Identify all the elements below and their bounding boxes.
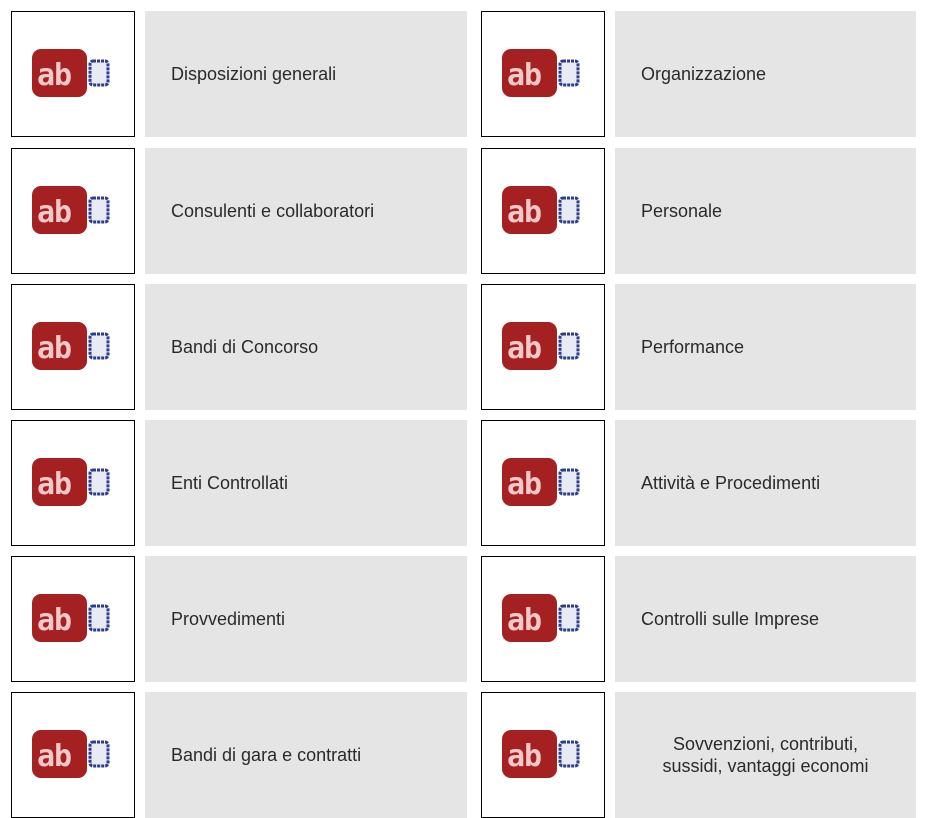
- icon-frame[interactable]: [481, 420, 605, 546]
- grid-row: [11, 556, 916, 682]
- tile-label-box[interactable]: [145, 284, 467, 410]
- icon-frame[interactable]: [481, 148, 605, 274]
- tile-label-box[interactable]: [615, 284, 916, 410]
- abo-icon: [502, 592, 582, 644]
- tile-label-box[interactable]: [145, 692, 467, 818]
- abo-icon: [32, 47, 112, 99]
- tile-label[interactable]: Bandi di gara e contratti: [171, 745, 362, 765]
- abo-icon: [502, 320, 582, 372]
- tile-label-box[interactable]: [615, 420, 916, 546]
- icon-frame[interactable]: [481, 556, 605, 682]
- abo-icon: [32, 592, 112, 644]
- abo-icon: [32, 184, 112, 236]
- tile-label-box[interactable]: [615, 556, 916, 682]
- abo-icon: [502, 456, 582, 508]
- icon-frame[interactable]: [481, 11, 605, 137]
- svg-text:ab: ab: [507, 739, 542, 774]
- tile-label[interactable]: Consulenti e collaboratori: [171, 201, 375, 221]
- tile-label[interactable]: Sovvenzioni, contributi, sussidi, vantaggi economi: [662, 734, 869, 776]
- svg-text:ab: ab: [37, 58, 72, 93]
- tile-label-box[interactable]: [615, 692, 916, 818]
- svg-text:ab: ab: [37, 603, 72, 638]
- tile-label[interactable]: Personale: [641, 201, 723, 221]
- grid-row: [11, 692, 916, 818]
- abo-icon: [32, 456, 112, 508]
- icon-frame[interactable]: [481, 692, 605, 818]
- tile-label[interactable]: Organizzazione: [641, 64, 767, 84]
- icon-frame[interactable]: [11, 11, 135, 137]
- tile-label-box[interactable]: [145, 420, 467, 546]
- svg-text:ab: ab: [507, 467, 542, 502]
- tile-label-box[interactable]: [615, 11, 916, 137]
- icon-frame[interactable]: [481, 284, 605, 410]
- svg-text:ab: ab: [37, 331, 72, 366]
- abo-icon: [502, 728, 582, 780]
- tile-label[interactable]: Performance: [641, 337, 745, 357]
- tile-label[interactable]: Disposizioni generali: [171, 64, 337, 84]
- icon-frame[interactable]: [11, 148, 135, 274]
- tile-label-box[interactable]: [145, 11, 467, 137]
- tile-label[interactable]: Controlli sulle Imprese: [641, 609, 820, 629]
- tile-label-box[interactable]: [145, 148, 467, 274]
- tile-label-box[interactable]: [615, 148, 916, 274]
- icon-frame[interactable]: [11, 556, 135, 682]
- grid-row: [11, 420, 916, 546]
- abo-icon: [32, 728, 112, 780]
- tile-label[interactable]: Bandi di Concorso: [171, 337, 319, 357]
- svg-text:ab: ab: [507, 331, 542, 366]
- svg-text:ab: ab: [37, 195, 72, 230]
- abo-icon: [502, 184, 582, 236]
- icon-frame[interactable]: [11, 692, 135, 818]
- grid-row: [11, 11, 916, 137]
- tile-label-box[interactable]: [145, 556, 467, 682]
- grid-row: [11, 284, 916, 410]
- tile-label[interactable]: Provvedimenti: [171, 609, 286, 629]
- svg-text:ab: ab: [507, 58, 542, 93]
- svg-text:ab: ab: [507, 195, 542, 230]
- tile-label[interactable]: Enti Controllati: [171, 473, 289, 493]
- grid-row: [11, 148, 916, 274]
- icon-frame[interactable]: [11, 284, 135, 410]
- abo-icon: [502, 47, 582, 99]
- abo-icon: [32, 320, 112, 372]
- svg-text:ab: ab: [37, 739, 72, 774]
- svg-text:ab: ab: [37, 467, 72, 502]
- icon-frame[interactable]: [11, 420, 135, 546]
- tile-label[interactable]: Attività e Procedimenti: [641, 473, 821, 493]
- svg-text:ab: ab: [507, 603, 542, 638]
